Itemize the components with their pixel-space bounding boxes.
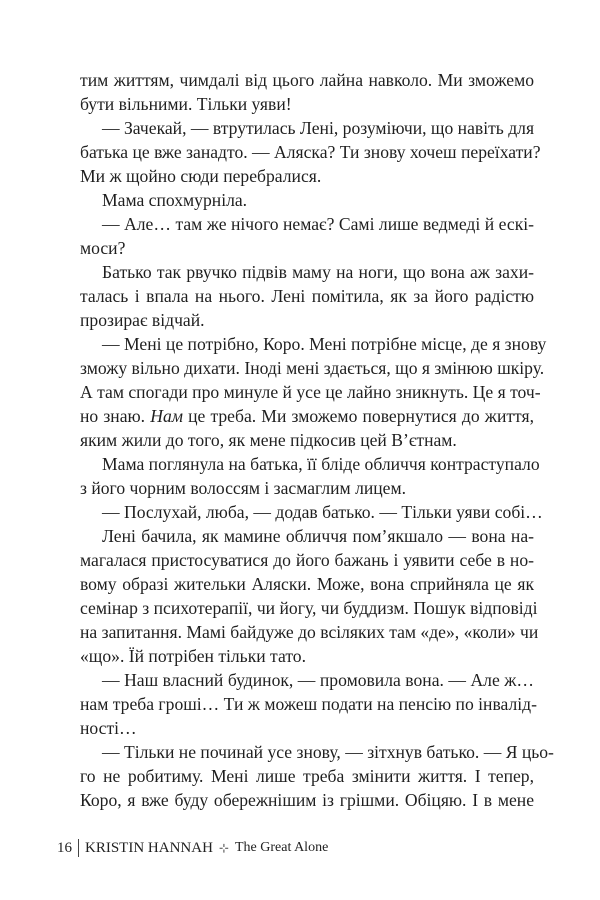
- footer-divider: [78, 839, 79, 857]
- text-fragment: це треба. Ми зможемо повернутися до життя,: [182, 406, 534, 426]
- text-line: Ми ж щойно сюди перебралися.: [80, 166, 322, 186]
- text-line: Мама спохмурніла.: [102, 190, 248, 210]
- book-title: The Great Alone: [234, 840, 329, 855]
- text-line: з його чорним волоссям і засмаглим лицем.: [80, 478, 407, 498]
- text-line: моси?: [80, 238, 126, 258]
- text-line: А там спогади про минуле й усе це лайно зникнуть. Це я точ-: [80, 382, 541, 402]
- page-footer: [57, 839, 328, 857]
- text-line: нам треба гроші… Ти ж можеш подати на пенсію по інвалід-: [80, 694, 537, 714]
- emphasized-word: Нам: [150, 406, 183, 426]
- text-line: на запитання. Мамі байдуже до всіляких там «де», «коли» чи: [80, 622, 539, 642]
- page-number: 16: [57, 839, 72, 856]
- text-line: — Послухай, люба, — додав батько. — Тільки уяви собі…: [102, 502, 543, 522]
- text-line: магалася пристосуватися до його бажань і уявити себе в но-: [80, 550, 534, 570]
- text-line: Коро, я вже буду обережнішим із грішми. Обіцяю. І в мене: [80, 790, 534, 810]
- text-line: Батько так рвучко підвів маму на ноги, що вона аж захи-: [102, 262, 534, 282]
- text-line: «що». Їй потрібен тільки тато.: [80, 646, 306, 666]
- text-line: семінар з психотерапії, чи йогу, чи буддизм. Пошук відповіді: [80, 598, 538, 618]
- text-fragment: но знаю.: [80, 406, 151, 426]
- text-line: ності…: [80, 718, 137, 738]
- text-line: Мама поглянула на батька, її бліде обличчя контраступало: [102, 454, 540, 474]
- text-line: — Зачекай, — втрутилась Лені, розуміючи, що навіть для: [102, 118, 535, 138]
- text-line: вому образі жительки Аляски. Може, вона сприйняла це як: [80, 574, 534, 594]
- text-line: — Мені це потрібно, Коро. Мені потрібне місце, де я знову: [102, 334, 547, 354]
- text-line: го не робитиму. Мені лише треба змінити життя. І тепер,: [80, 766, 534, 786]
- text-line: — Наш власний будинок, — промовила вона. — Але ж…: [102, 670, 534, 690]
- text-line: Лені бачила, як мамине обличчя пом’якшало — вона на-: [102, 526, 534, 546]
- text-line: талась і впала на нього. Лені помітила, як за його радістю: [80, 286, 534, 306]
- text-line: [80, 404, 534, 428]
- text-line: прозирає відчай.: [80, 310, 205, 330]
- text-line: зможу вільно дихати. Іноді мені здається, що я змінюю шкіру.: [80, 358, 545, 378]
- text-line: бути вільними. Тільки уяви!: [80, 94, 292, 114]
- text-line: — Тільки не починай усе знову, — зітхнув батько. — Я цьо-: [102, 742, 554, 762]
- text-line: батька це вже занадто. — Аляска? Ти знову хочеш переїхати?: [80, 142, 541, 162]
- text-line: — Але… там же нічого немає? Самі лише ведмеді й ескі-: [102, 214, 534, 234]
- text-line: яким жили до того, як мене підкосив цей В’єтнам.: [80, 430, 457, 450]
- author-name: KRISTIN HANNAH: [85, 839, 213, 856]
- ornament-icon: ⊹: [218, 840, 229, 855]
- text-line: тим життям, чимдалі від цього лайна навколо. Ми зможемо: [80, 70, 534, 90]
- page-body-text: [80, 68, 554, 812]
